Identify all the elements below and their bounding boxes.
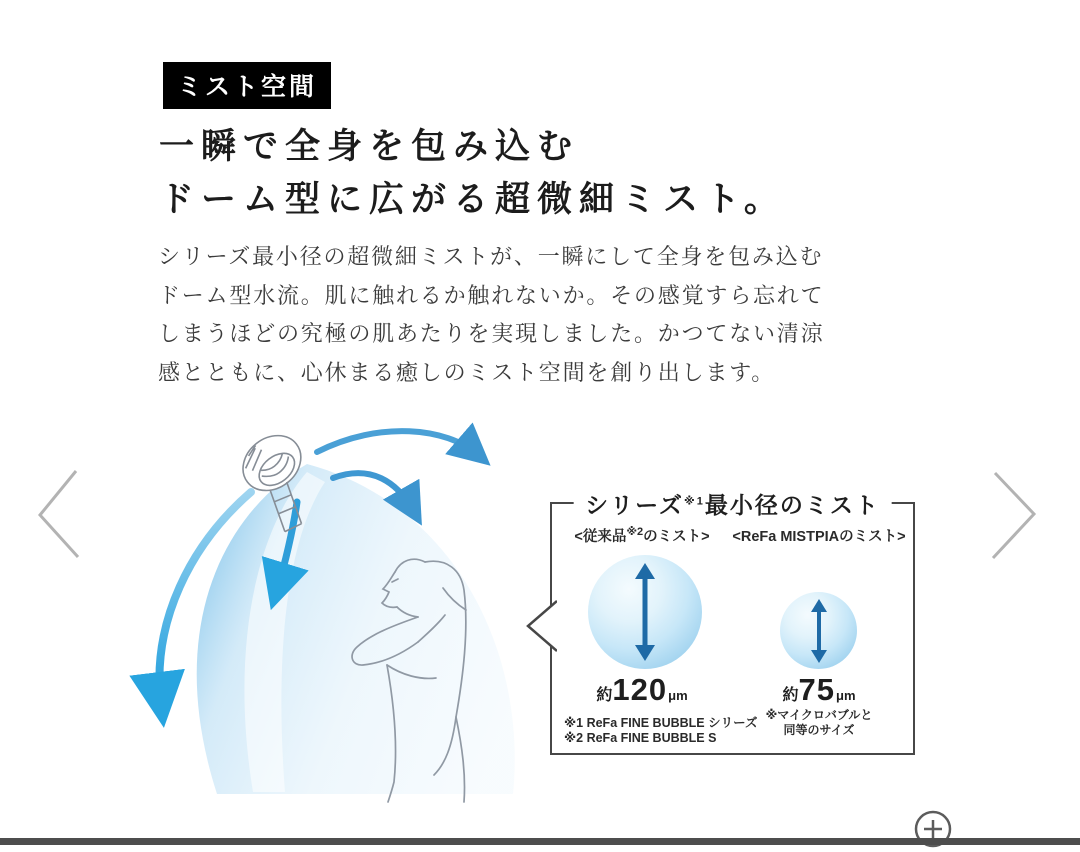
diameter-arrow-icon bbox=[633, 562, 657, 662]
chevron-right-icon bbox=[990, 468, 1038, 560]
panel-footnotes bbox=[564, 716, 758, 746]
page-title-line1: 一瞬で全身を包み込む bbox=[159, 127, 580, 166]
description-line: しまうほどの究極の肌あたりを実現しました。かつてない清涼 bbox=[158, 321, 825, 346]
section-badge: ミスト空間 bbox=[163, 62, 331, 109]
carousel-next-button[interactable] bbox=[990, 468, 1038, 560]
diameter-arrow-icon bbox=[809, 599, 829, 663]
description-line: 感とともに、心休まる癒しのミスト空間を創り出します。 bbox=[158, 359, 776, 385]
description-line: ドーム型水流。肌に触れるか触れないか。その感覚すら忘れて bbox=[158, 282, 825, 308]
chevron-left-icon bbox=[34, 468, 82, 560]
microbubble-note: ※マイクロバブルと 同等のサイズ bbox=[765, 708, 873, 737]
bottom-divider-bar bbox=[0, 838, 1080, 845]
mistpia-mist-header: <ReFa MISTPIAのミスト> bbox=[732, 529, 906, 545]
mistpia-mist-size: 約 75 μm bbox=[782, 672, 856, 707]
description-line: シリーズ最小径の超微細ミストが、一瞬にして全身を包み込む bbox=[158, 244, 824, 269]
mist-dome-illustration bbox=[125, 412, 550, 804]
page-title-line2: ドーム型に広がる超微細ミスト。 bbox=[159, 180, 786, 219]
carousel-prev-button[interactable] bbox=[34, 468, 82, 560]
conventional-mist-header: <従来品$^{※2}$のミスト> bbox=[574, 526, 710, 545]
mist-size-comparison-panel bbox=[550, 492, 915, 755]
panel-title: シリーズ$^{※1}$最小径のミスト bbox=[573, 487, 892, 520]
conventional-mist-size: 約 120 μm bbox=[596, 672, 688, 707]
footnote: ※2 ReFa FINE BUBBLE S bbox=[564, 731, 717, 745]
callout-notch bbox=[521, 600, 557, 652]
description-paragraph bbox=[158, 238, 824, 392]
conventional-mist-bubble bbox=[588, 555, 702, 669]
mistpia-mist-bubble bbox=[780, 592, 857, 669]
mist-dome-shape bbox=[197, 464, 515, 794]
footnote: ※1 ReFa FINE BUBBLE シリーズ bbox=[564, 716, 758, 730]
